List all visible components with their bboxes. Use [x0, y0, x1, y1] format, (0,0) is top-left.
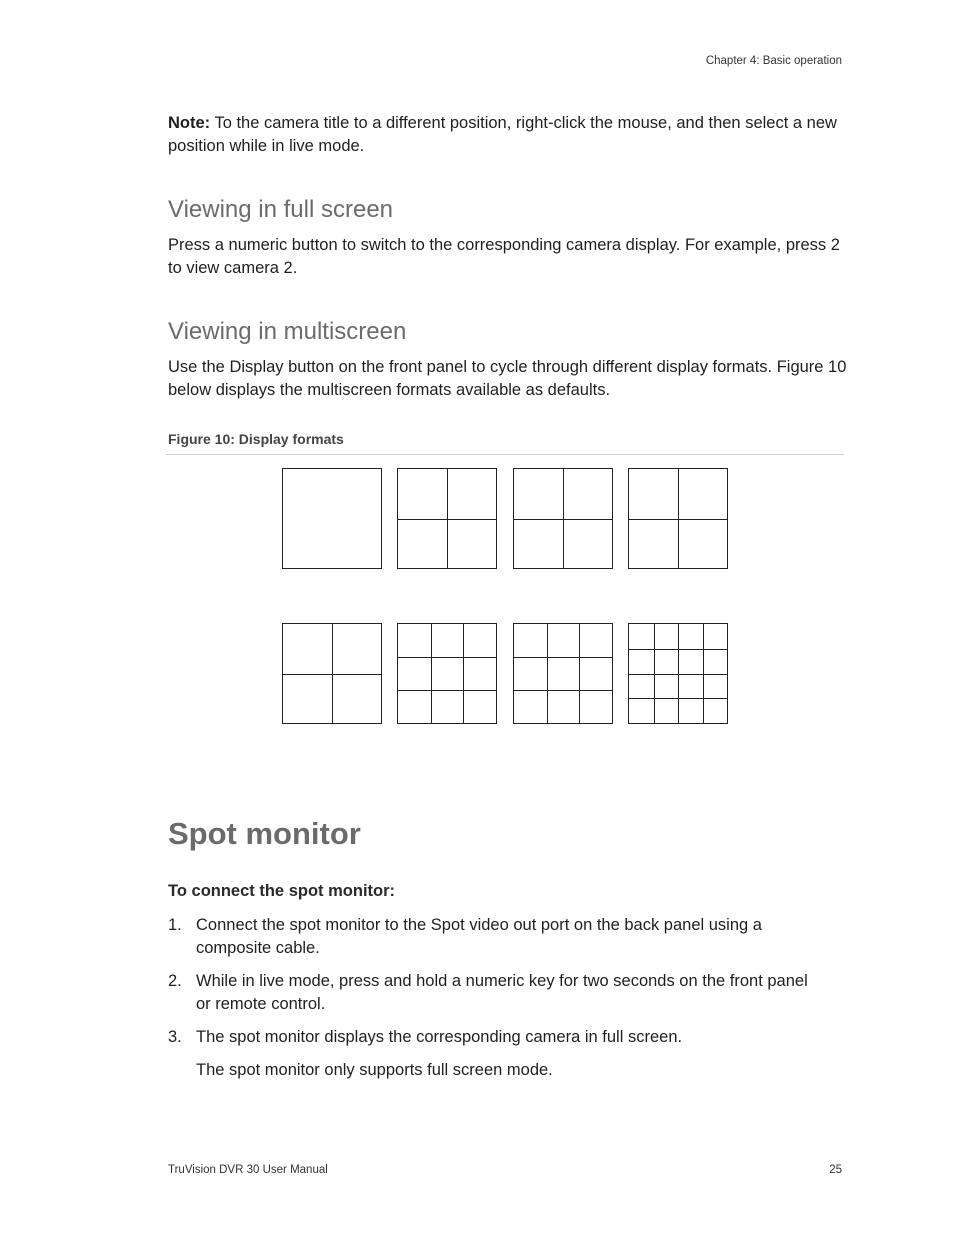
section-heading-spot-monitor: Spot monitor: [168, 816, 361, 851]
list-item-number: 2.: [168, 972, 182, 990]
full-screen-body: Press a numeric button to switch to the corresponding camera display. For example, press 2 to view camera 2.: [168, 236, 840, 277]
display-format-grid-2x2: [513, 468, 613, 569]
footer-manual-title: TruVision DVR 30 User Manual: [168, 1164, 328, 1176]
grid-divider-horizontal: [514, 519, 612, 520]
display-format-grid-2x2: [397, 468, 497, 569]
section-heading-multiscreen: Viewing in multiscreen: [168, 318, 407, 345]
note-paragraph: [168, 112, 848, 158]
procedure-title: To connect the spot monitor:: [168, 882, 396, 900]
list-item-text: Connect the spot monitor to the Spot video out port on the back panel using a composite cable.: [196, 916, 762, 957]
grid-divider-horizontal: [514, 690, 612, 691]
figure-rule: [166, 454, 844, 455]
display-format-grid-3x3: [397, 623, 497, 724]
grid-divider-horizontal: [629, 674, 727, 675]
grid-divider-horizontal: [398, 519, 496, 520]
grid-divider-horizontal: [629, 698, 727, 699]
grid-divider-horizontal: [283, 674, 381, 675]
grid-divider-vertical: [463, 624, 464, 723]
section-heading-full-screen: Viewing in full screen: [168, 196, 394, 223]
chapter-header: Chapter 4: Basic operation: [705, 55, 842, 67]
list-item-text: The spot monitor displays the corresponding camera in full screen.: [196, 1028, 683, 1046]
display-format-grid-2x2: [282, 623, 382, 724]
list-item-number: 3.: [168, 1028, 182, 1046]
grid-divider-vertical: [431, 624, 432, 723]
display-format-grid-2x2: [628, 468, 728, 569]
footer-page-number: 25: [829, 1164, 842, 1176]
multiscreen-body: Use the Display button on the front panel to cycle through different display formats. Figure 10 below displays the multiscreen formats available as defaults.: [168, 358, 847, 399]
note-label: Note:: [168, 114, 211, 132]
step-note: The spot monitor only supports full screen mode.: [196, 1061, 553, 1079]
grid-divider-vertical: [579, 624, 580, 723]
display-format-grid-1x1: [282, 468, 382, 569]
grid-divider-horizontal: [398, 657, 496, 658]
grid-divider-horizontal: [629, 519, 727, 520]
display-format-grid-3x3: [513, 623, 613, 724]
grid-divider-vertical: [547, 624, 548, 723]
list-item-number: 1.: [168, 916, 182, 934]
figure-caption: Figure 10: Display formats: [168, 431, 344, 447]
display-format-grid-4x4: [628, 623, 728, 724]
grid-divider-horizontal: [514, 657, 612, 658]
grid-divider-horizontal: [629, 649, 727, 650]
note-text: To the camera title to a different position, right-click the mouse, and then select a new position while in live mode.: [168, 114, 837, 155]
grid-divider-horizontal: [398, 690, 496, 691]
list-item-text: While in live mode, press and hold a numeric key for two seconds on the front panel or remote control.: [196, 972, 808, 1013]
